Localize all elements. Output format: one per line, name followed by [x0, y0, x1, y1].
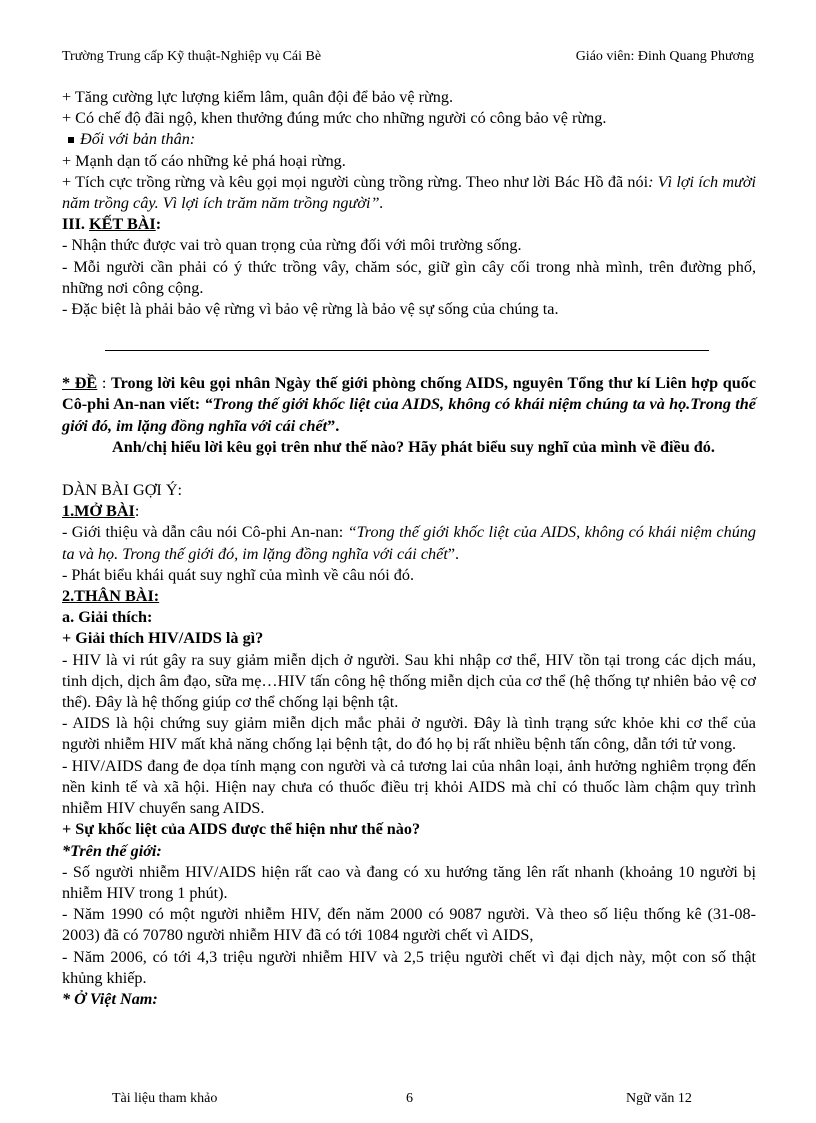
- paragraph: - Năm 1990 có một người nhiễm HIV, đến năm 2000 có 9087 người. Và theo số liệu thống kê (31-08-2003) đã có 70780 người nhiễm HIV đã có tới 1084 người chết vì AIDS,: [62, 905, 756, 945]
- page-number: 6: [406, 1091, 413, 1106]
- paragraph: + Có chế độ đãi ngộ, khen thưởng đúng mức cho những người có công bảo vệ rừng.: [62, 109, 607, 128]
- footer-left: Tài liệu tham khảo: [112, 1091, 218, 1106]
- subheading-text: Đối với bản thân:: [80, 130, 196, 149]
- subsection-heading: a. Giải thích:: [62, 608, 153, 627]
- square-bullet-icon: [68, 137, 74, 143]
- paragraph: + Tăng cường lực lượng kiểm lâm, quân đội để bảo vệ rừng.: [62, 88, 454, 106]
- section-heading-ket-bai: [62, 214, 756, 235]
- heading-title: 1.MỞ BÀI: [62, 502, 135, 521]
- paragraph: [62, 522, 756, 564]
- footer-right: Ngữ văn 12: [626, 1091, 692, 1106]
- text: ”.: [447, 544, 460, 563]
- paragraph: - HIV/AIDS đang đe dọa tính mạng con người và cả tương lai của nhân loại, ảnh hưởng nghiêm trọng đến nền kinh tế và xã hội. Hiện nay chưa có thuốc điều trị khỏi AIDS mà chỉ có thuốc làm chậm quy trình nhiễm HIV chuyển sang AIDS.: [62, 756, 756, 818]
- text: - Giới thiệu và dẫn câu nói Cô-phi An-nan:: [62, 523, 348, 542]
- paragraph: - Phát biểu khái quát suy nghĩ của mình về câu nói đó.: [62, 565, 415, 584]
- quote-text: : Vì lợi ích mười năm trồng cây. Vì lợi ích trăm năm trồng người”.: [62, 172, 756, 213]
- outline-heading: DÀN BÀI GỢI Ý:: [62, 481, 183, 500]
- header-teacher: Giáo viên: Đinh Quang Phương: [575, 49, 754, 64]
- document-body: [62, 87, 756, 1010]
- section-heading-than-bai: 2.THÂN BÀI:: [62, 587, 160, 606]
- paragraph: + Mạnh dạn tố cáo những kẻ phá hoại rừng.: [62, 151, 346, 170]
- subsection-heading: * Ở Việt Nam:: [62, 989, 158, 1008]
- paragraph: - Đặc biệt là phải bảo vệ rừng vì bảo vệ rừng là bảo vệ sự sống của chúng ta.: [62, 300, 559, 319]
- subsection-heading: + Sự khốc liệt của AIDS được thể hiện như thế nào?: [62, 820, 421, 839]
- paragraph: [62, 172, 756, 214]
- heading-colon: :: [134, 502, 140, 521]
- section-heading-mo-bai: [62, 501, 756, 522]
- header-school: Trường Trung cấp Kỹ thuật-Nghiệp vụ Cái Bè: [62, 49, 322, 64]
- essay-prompt: [62, 373, 756, 437]
- paragraph: - HIV là vi rút gây ra suy giảm miễn dịch ở người. Sau khi nhập cơ thể, HIV tồn tại trong các dịch máu, tinh dịch, dịch âm đạo, sữa mẹ…HIV tấn công hệ thống miễn dịch của cơ thể (hệ thống tự nhiên bảo vệ cơ thể). Đây là hệ thống giúp cơ thể chống lại bệnh tật.: [62, 650, 756, 712]
- quote-text: “Trong thế giới khốc liệt của AIDS, không có khái niệm chúng ta và họ. Trong thế giới đó, im lặng đồng nghĩa với cái chết: [62, 523, 756, 563]
- subsection-heading: + Giải thích HIV/AIDS là gì?: [62, 629, 264, 648]
- prompt-label: * ĐỀ: [62, 374, 98, 393]
- subheading: [62, 129, 756, 150]
- prompt-text: Trong lời kêu gọi nhân Ngày thế giới phòng chống AIDS, nguyên Tổng thư kí Liên hợp quốc Cô-phi An-nan viết:: [62, 374, 757, 414]
- page-footer: [112, 1091, 712, 1111]
- paragraph: - Mỗi người cần phải có ý thức trồng vây, chăm sóc, giữ gìn cây cối trong nhà mình, trên đường phố, những nơi công cộng.: [62, 257, 756, 297]
- prompt-end: ”.: [327, 416, 340, 435]
- paragraph: - Số người nhiễm HIV/AIDS hiện rất cao và đang có xu hướng tăng lên rất nhanh (khoảng 10 người bị nhiễm HIV trong 1 phút).: [62, 862, 756, 902]
- heading-number: III.: [62, 215, 89, 234]
- heading-title: KẾT BÀI: [89, 215, 156, 234]
- spacer: [62, 458, 756, 474]
- subsection-heading: *Trên thế giới:: [62, 841, 162, 860]
- paragraph: - Nhận thức được vai trò quan trọng của rừng đối với môi trường sống.: [62, 236, 522, 255]
- spacer: [62, 351, 756, 373]
- text: + Tích cực trồng rừng và kêu gọi mọi người cùng trồng rừng. Theo như lời Bác Hồ đã nói: [62, 172, 649, 191]
- prompt-sep: :: [97, 374, 112, 393]
- heading-colon: :: [155, 215, 162, 234]
- page-header: [62, 49, 754, 71]
- paragraph: - AIDS là hội chứng suy giảm miễn dịch mắc phải ở người. Đây là tình trạng sức khỏe khi cơ thể của người nhiễm HIV mất khả năng chống lại bệnh tật, do đó họ bị rất nhiều bệnh tấn công, dẫn tới tử vong.: [62, 714, 756, 754]
- essay-question: Anh/chị hiểu lời kêu gọi trên như thế nào? Hãy phát biểu suy nghĩ của mình về điều đó.: [112, 437, 715, 456]
- paragraph: - Năm 2006, có tới 4,3 triệu người nhiễm HIV và 2,5 triệu người chết vì đại dịch này, một con số thật khủng khiếp.: [62, 947, 756, 987]
- prompt-quote: “Trong thế giới khốc liệt của AIDS, không có khái niệm chúng ta và họ.Trong thế giới đó, im lặng đồng nghĩa với cái chết: [62, 395, 756, 435]
